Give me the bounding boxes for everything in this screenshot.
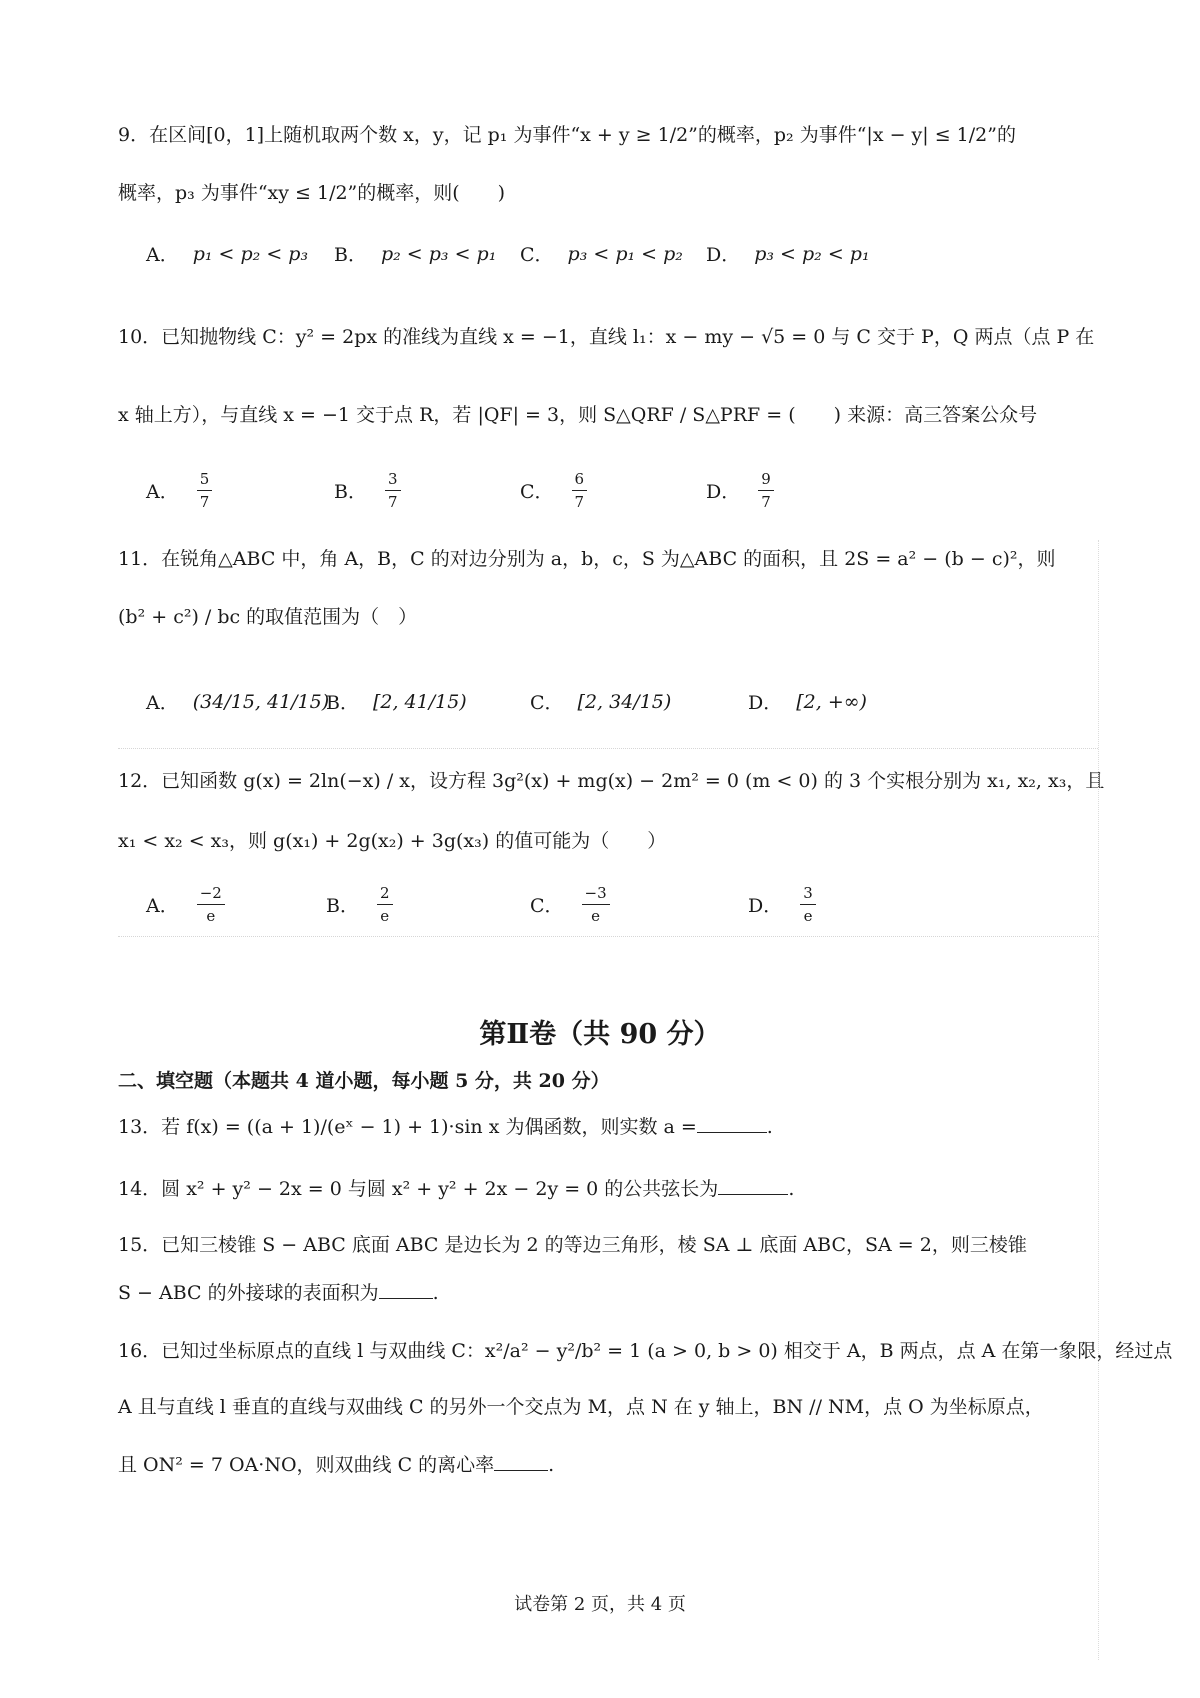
q12-line2: x₁ < x₂ < x₃，则 g(x₁) + 2g(x₂) + 3g(x₃) 的值可能为（ ） — [118, 830, 667, 852]
q16-line2: A 且与直线 l 垂直的直线与双曲线 C 的另外一个交点为 M，点 N 在 y 轴上，BN // NM，点 O 为坐标原点， — [118, 1396, 1044, 1418]
option-value: [2, 34/15) — [577, 690, 672, 713]
q12-option-c — [530, 884, 614, 925]
q11-option-c — [530, 688, 671, 715]
q12-line1: 12．已知函数 g(x) = 2ln(−x) / x，设方程 3g²(x) + mg(x) − 2m² = 0 (m < 0) 的 3 个实根分别为 x₁, x₂, x₃，且 — [118, 770, 1105, 792]
option-label: A． — [146, 895, 179, 917]
numerator: 2 — [377, 884, 393, 905]
q10-option-a — [146, 470, 216, 511]
option-label: C． — [530, 895, 564, 917]
q11-line1: 11．在锐角△ABC 中，角 A，B，C 的对边分别为 a，b，c，S 为△ABC 的面积，且 2S = a² − (b − c)²，则 — [118, 548, 1056, 570]
q10-line2: x 轴上方），与直线 x = −1 交于点 R，若 |QF| = 3，则 S△QRF / S△PRF = ( ) 来源：高三答案公众号 — [118, 404, 1038, 426]
q16-stem: 且 ON² = 7 OA·NO，则双曲线 C 的离心率 — [118, 1454, 495, 1476]
q11-line2: (b² + c²) / bc 的取值范围为（ ） — [118, 606, 418, 628]
q10-line1: 10．已知抛物线 C：y² = 2px 的准线为直线 x = −1，直线 l₁：x − my − √5 = 0 与 C 交于 P，Q 两点（点 P 在 — [118, 326, 1095, 348]
numerator: 3 — [385, 470, 401, 491]
option-label: C． — [520, 244, 554, 266]
fraction — [572, 470, 588, 511]
q12-option-b — [326, 884, 397, 925]
fraction — [197, 884, 225, 925]
option-label: B． — [334, 244, 367, 266]
option-value: p₃ < p₂ < p₁ — [754, 242, 870, 265]
numerator: −2 — [197, 884, 225, 905]
numerator: 9 — [758, 470, 774, 491]
q11-option-a — [146, 688, 329, 715]
numerator: −3 — [582, 884, 610, 905]
option-label: B． — [326, 895, 359, 917]
q14-text: 14．圆 x² + y² − 2x = 0 与圆 x² + y² + 2x − 2y = 0 的公共弦长为 . — [118, 1178, 795, 1200]
section-subtitle: 二、填空题（本题共 4 道小题，每小题 5 分，共 20 分） — [118, 1070, 610, 1092]
option-label: A． — [146, 244, 179, 266]
q16-line1: 16．已知过坐标原点的直线 l 与双曲线 C：x²/a² − y²/b² = 1 (a > 0, b > 0) 相交于 A，B 两点，点 A 在第一象限，经过点 — [118, 1340, 1173, 1362]
q10-option-b — [334, 470, 405, 511]
q9-line1: 9．在区间[0，1]上随机取两个数 x，y，记 p₁ 为事件“x + y ≥ 1/2”的概率，p₂ 为事件“|x − y| ≤ 1/2”的 — [118, 124, 1016, 146]
q9-option-c — [520, 240, 683, 267]
option-label: C． — [530, 692, 564, 714]
q9-option-b — [334, 240, 496, 267]
option-value: p₁ < p₂ < p₃ — [192, 242, 309, 265]
answer-blank — [494, 1454, 548, 1471]
fraction — [197, 470, 213, 511]
q13-stem: 13．若 f(x) = ((a + 1)/(eˣ − 1) + 1)·sin x 为偶函数，则实数 a = — [118, 1116, 697, 1138]
q11-options — [146, 688, 1106, 748]
q10-options — [146, 470, 1106, 530]
denominator: 7 — [199, 493, 210, 511]
q11-option-d — [748, 688, 867, 715]
q11-option-b — [326, 688, 467, 715]
q15-line2: S − ABC 的外接球的表面积为 . — [118, 1282, 439, 1304]
denominator: e — [206, 907, 216, 925]
option-value: [2, 41/15) — [372, 690, 467, 713]
numerator: 5 — [197, 470, 213, 491]
option-label: B． — [334, 481, 367, 503]
fraction — [582, 884, 610, 925]
option-value: p₂ < p₃ < p₁ — [380, 242, 497, 265]
q13-text: 13．若 f(x) = ((a + 1)/(eˣ − 1) + 1)·sin x 为偶函数，则实数 a = . — [118, 1116, 773, 1138]
fraction — [758, 470, 774, 511]
option-label: D． — [706, 481, 741, 503]
denominator: e — [380, 907, 390, 925]
fraction — [800, 884, 816, 925]
q9-options — [146, 240, 1106, 300]
q12-option-a — [146, 884, 229, 925]
section-title: 第Ⅱ卷（共 90 分） — [479, 1019, 721, 1050]
fraction — [377, 884, 393, 925]
option-label: D． — [748, 895, 783, 917]
divider — [118, 936, 1098, 937]
option-value: [2, +∞) — [796, 690, 867, 713]
q15-line1: 15．已知三棱锥 S − ABC 底面 ABC 是边长为 2 的等边三角形，棱 SA ⊥ 底面 ABC，SA = 2，则三棱锥 — [118, 1234, 1027, 1256]
q9-option-a — [146, 240, 308, 267]
denominator: e — [591, 907, 601, 925]
option-label: D． — [706, 244, 741, 266]
q10-option-d — [706, 470, 778, 511]
answer-blank — [718, 1178, 788, 1195]
numerator: 3 — [800, 884, 816, 905]
numerator: 6 — [572, 470, 588, 491]
fraction — [385, 470, 401, 511]
option-label: B． — [326, 692, 359, 714]
q12-option-d — [748, 884, 820, 925]
answer-blank — [379, 1282, 433, 1299]
option-label: A． — [146, 692, 179, 714]
page-footer: 试卷第 2 页，共 4 页 — [514, 1594, 686, 1615]
option-label: D． — [748, 692, 783, 714]
q16-line3: 且 ON² = 7 OA·NO，则双曲线 C 的离心率 . — [118, 1454, 555, 1476]
option-value: p₃ < p₁ < p₂ — [567, 242, 683, 265]
option-label: C． — [520, 481, 554, 503]
q10-option-c — [520, 470, 591, 511]
denominator: e — [803, 907, 813, 925]
denominator: 7 — [574, 493, 585, 511]
answer-blank — [697, 1116, 767, 1133]
q9-line2: 概率，p₃ 为事件“xy ≤ 1/2”的概率，则( ) — [118, 182, 506, 204]
denominator: 7 — [387, 493, 398, 511]
q9-option-d — [706, 240, 870, 267]
q15-stem: S − ABC 的外接球的表面积为 — [118, 1282, 379, 1304]
q12-options — [146, 884, 1106, 944]
q14-stem: 14．圆 x² + y² − 2x = 0 与圆 x² + y² + 2x − 2y = 0 的公共弦长为 — [118, 1178, 719, 1200]
option-value: (34/15, 41/15) — [192, 690, 330, 713]
option-label: A． — [146, 481, 179, 503]
divider — [118, 748, 1098, 749]
margin-dotted-line — [1098, 540, 1099, 1660]
denominator: 7 — [761, 493, 771, 511]
